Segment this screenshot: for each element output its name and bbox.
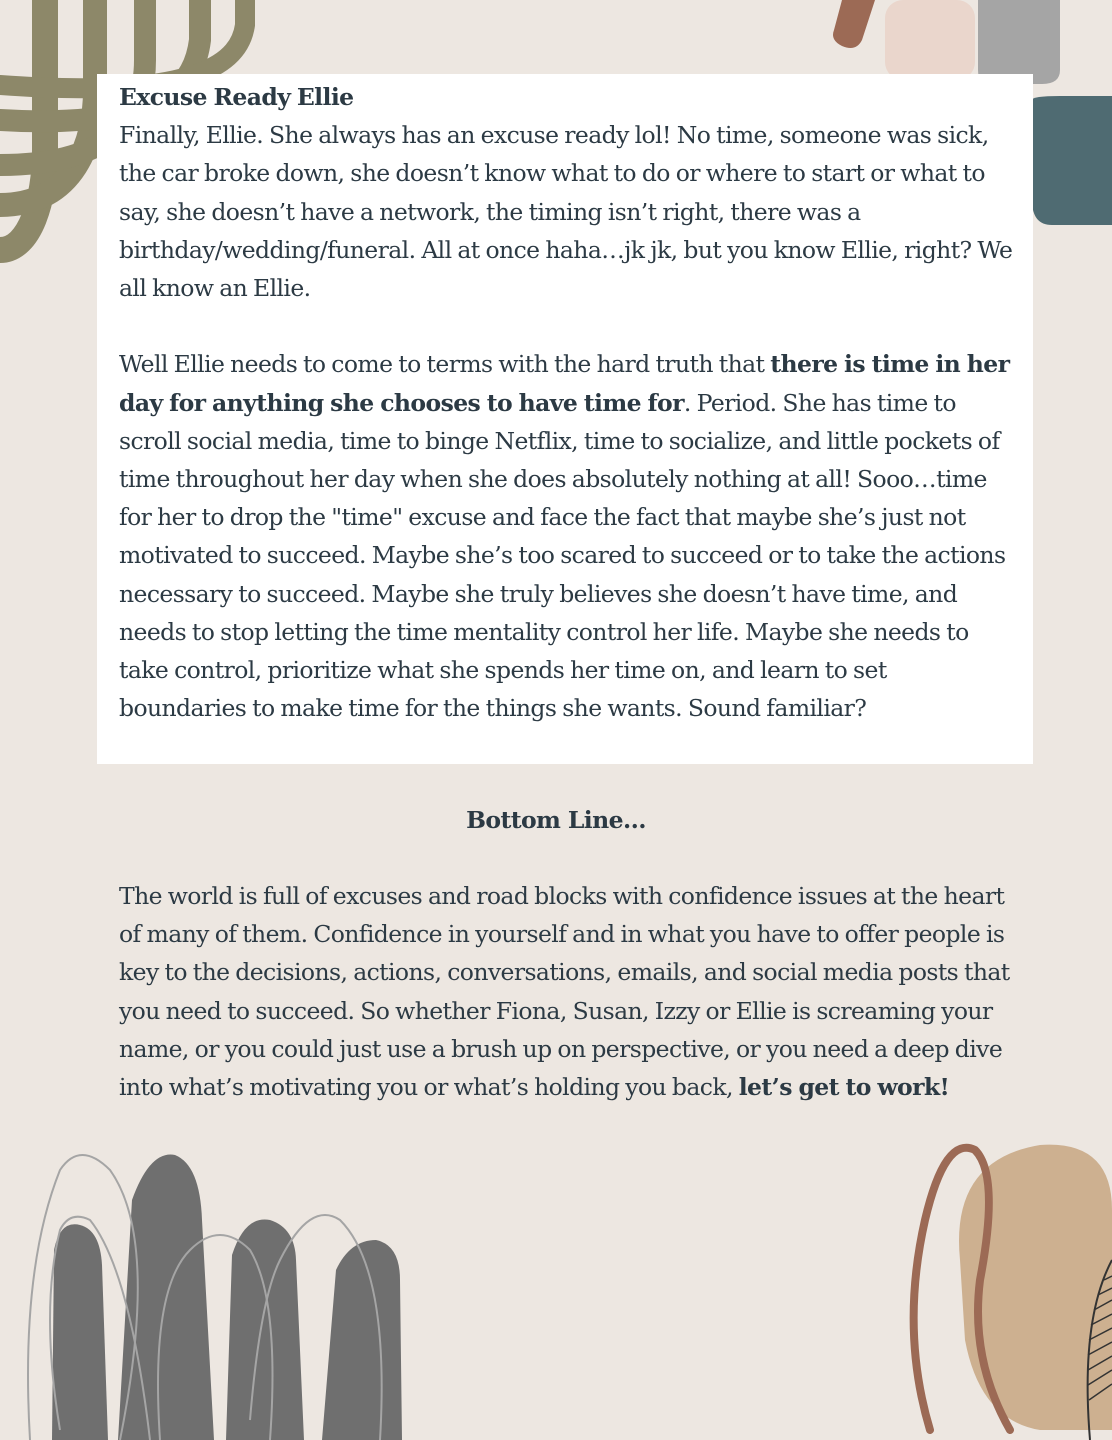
section-heading: Excuse Ready Ellie <box>119 83 354 111</box>
paragraph: Finally, Ellie. She always has an excuse ready lol! No time, someone was sick, the car broke down, she doesn’t know what to do or where to start or what to say, she doesn’t have a network, the timing isn’t right, there was a birthday/wedding/funeral. All at once haha…jk jk, but you know Ellie, right? We all know an Ellie. <box>119 121 1013 303</box>
paragraph: Well Ellie needs to come to terms with the hard truth that there is time in her day for anything she chooses to have time for. Period. She has time to scroll social media, time to binge Netflix, time to socialize, and little pockets of time throughout her day when she does absolutely nothing at all! Sooo…time for her to drop the "time" excuse and face the fact that maybe she’s just not motivated to succeed. Maybe she’s too scared to succeed or to take the actions necessary to succeed. Maybe she truly believes she doesn’t have time, and needs to stop letting the time mentality control her life. Maybe she needs to take control, prioritize what she spends her time on, and learn to set boundaries to make time for the things she wants. Sound familiar? <box>119 350 1010 723</box>
tan-loop-decoration <box>890 1130 1112 1440</box>
emphasis-text: there is time in her day for anything she chooses to have time for <box>119 350 1010 417</box>
emphasis-text: let’s get to work! <box>738 1073 950 1102</box>
bottom-line-section <box>119 877 1019 1106</box>
paragraph: The world is full of excuses and road blocks with confidence issues at the heart of many of them. Confidence in yourself and in what you have to offer people is key to the decisions, actions, conversations, emails, and social media posts that you need to succeed. So whether Fiona, Susan, Izzy or Ellie is screaming your name, or you could just use a brush up on perspective, or you need a deep dive into what’s motivating you or what’s holding you back, let’s get to work! <box>119 882 1010 1102</box>
gray-brush-decoration <box>0 1140 430 1440</box>
bottom-line-heading: Bottom Line… <box>466 806 646 834</box>
excuse-ready-ellie-section <box>119 78 1019 727</box>
